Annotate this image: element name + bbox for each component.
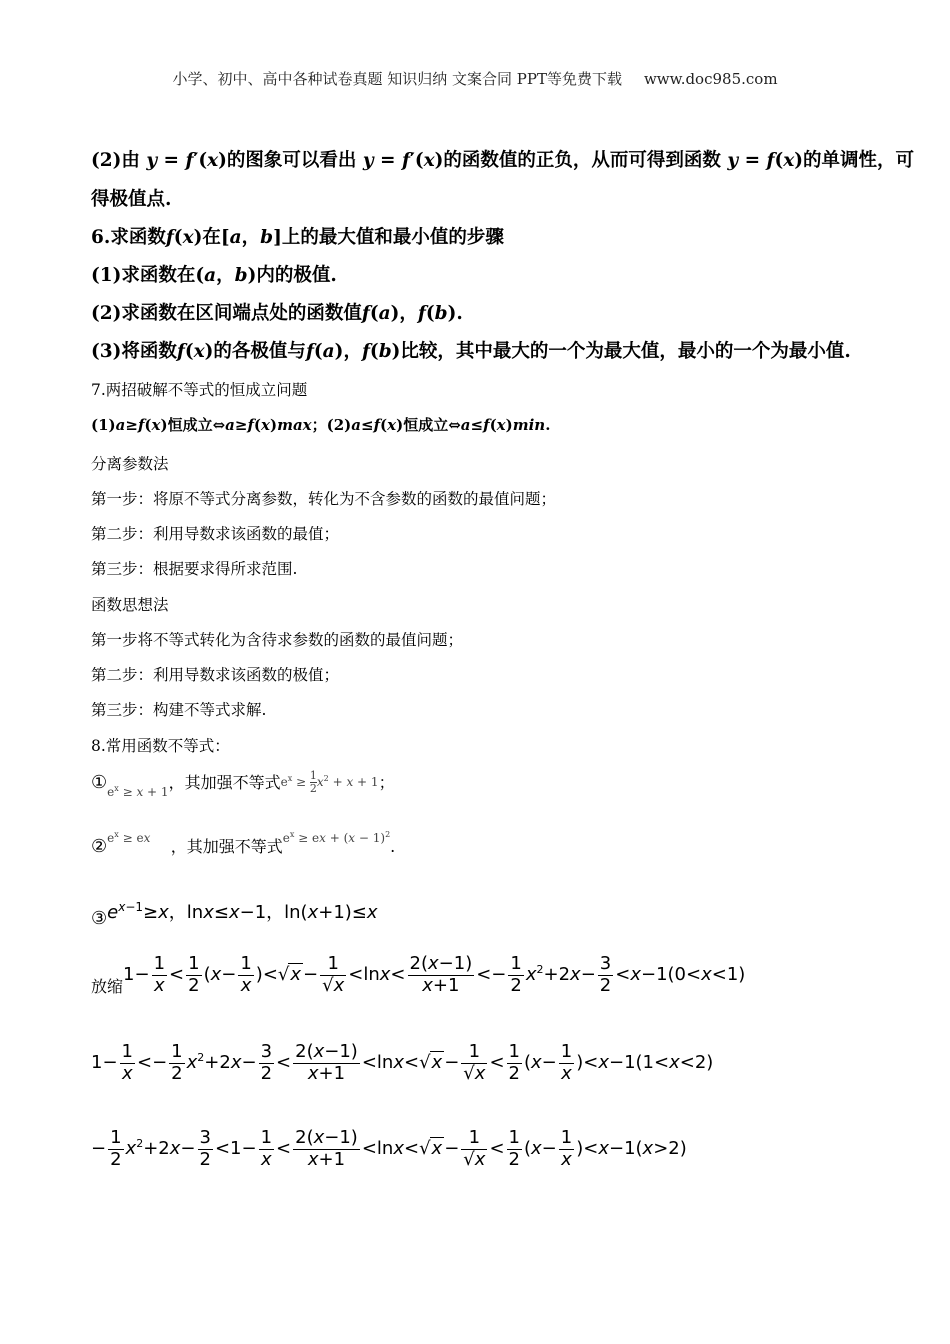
text: ， — [216, 265, 235, 286]
text: ；(2) — [311, 416, 352, 434]
text: (3)将函数 — [91, 341, 177, 362]
header-text: 小学、初中、高中各种试卷真题 知识归纳 文案合同 PPT等免费下载 — [172, 70, 622, 88]
circled-1: ① — [91, 772, 108, 794]
method2-title: 函数思想法 — [91, 596, 169, 614]
text: 的图象可以看出 — [226, 150, 357, 171]
text: ； — [378, 773, 395, 793]
section-6-item3: (3)将函数f(x)的各极值与f(a)，f(b)比较，其中最大的一个为最大值，最小的一个为最小值. — [91, 341, 851, 362]
text: (1)求函数在( — [91, 265, 205, 286]
text: . — [545, 416, 551, 434]
text: (2)由 — [91, 150, 140, 171]
text: . — [390, 837, 396, 856]
circled-3: ③ — [91, 908, 108, 929]
text: (1) — [91, 416, 116, 434]
text: ，其加强不等式 — [170, 837, 283, 856]
text: )内的极值. — [247, 265, 337, 286]
section-2-line2 — [91, 185, 171, 211]
method1-step1: 第一步：将原不等式分离参数，转化为不含参数的函数的最值问题； — [91, 490, 557, 508]
section-2-line1: (2)由 y = f′(x)的图象可以看出 y = f′(x)的函数值的正负，从而可得到函数 y = f(x)的单调性，可 — [91, 150, 915, 171]
text: ， — [343, 341, 362, 362]
method1-step3: 第三步：根据要求得所求范围. — [91, 560, 298, 578]
inequality-2: ②$^{e^x \ge ex}$ ，其加强不等式$^{e^x \ge ex + (x - 1)^2}$. — [91, 830, 396, 857]
method1-step2: 第二步：利用导数求该函数的最值； — [91, 525, 340, 543]
method1-title: 分离参数法 — [91, 455, 169, 473]
text: 的各极值与 — [213, 341, 306, 362]
text: ，其加强不等式 — [168, 773, 281, 793]
text: 的函数值的正负，从而可得到函数 — [443, 150, 721, 171]
section-7-title: 7.两招破解不等式的恒成立问题 — [91, 381, 308, 399]
text: 比较，其中最大的一个为最大值，最小的一个为最小值. — [400, 341, 851, 362]
method2-step2: 第二步：利用导数求该函数的极值； — [91, 666, 340, 684]
text: 6.求函数 — [91, 227, 166, 248]
text: 恒成立⇔ — [403, 416, 461, 434]
section-7-rule: (1)a≥f(x)恒成立⇔a≥f(x)max；(2)a≤f(x)恒成立⇔a≤f(x)min. — [91, 416, 551, 434]
text: ]上的最大值和最小值的步骤 — [273, 227, 504, 248]
section-8-title: 8.常用函数不等式： — [91, 737, 230, 755]
text: (2)求函数在区间端点处的函数值 — [91, 303, 362, 324]
text: ， — [241, 227, 261, 248]
text: . — [456, 303, 463, 324]
chain-1: 放缩1− $\frac{1}{x}$ < $\frac{1}{2}$ (x− $\frac{1}{x}$ )<√x − $\frac{1}{√x}$ <lnx< $\frac{2(x-1)}{x+1}$ <− $\frac{1}{2}$ $x^2+2x-$ $\frac{3}{2}$ <x−1(0<x<1) — [91, 953, 746, 997]
inequality-1: $①_{e^x \ge x + 1}$，其加强不等式$e^x$ ≥ $\frac{1}{2}$ $x^2 + x + 1$； — [91, 769, 395, 800]
circled-2: ② — [91, 836, 108, 857]
method2-step3: 第三步：构建不等式求解. — [91, 701, 267, 719]
text: 在[ — [202, 227, 230, 248]
text: 得极值点. — [91, 189, 172, 210]
section-6-item1: (1)求函数在(a，b)内的极值. — [91, 265, 337, 286]
chain-3: − $\frac{1}{2}$ $x^2+2x-$ $\frac{3}{2}$ <1− $\frac{1}{x}$ < $\frac{2(x-1)}{x+1}$ <lnx<√x − $\frac{1}{√x}$ < $\frac{1}{2}$ (x− $\frac{1}{x}$ )<x−1(x>2) — [91, 1127, 687, 1170]
text: 恒成立⇔ — [167, 416, 226, 434]
page-header — [0, 68, 950, 89]
section-6-item2: (2)求函数在区间端点处的函数值f(a)，f(b). — [91, 303, 463, 324]
text: ， — [399, 303, 418, 324]
inequality-3: $③e^{x-1}\ge x$，lnx≤x−1，ln(x+1)≤x — [91, 900, 378, 929]
header-site: www.doc985.com — [643, 70, 778, 88]
fangsuo-label: 放缩 — [91, 977, 124, 997]
text: 的单调性，可 — [803, 150, 915, 171]
chain-2: 1− $\frac{1}{x}$ <− $\frac{1}{2}$ $x^2+2x-$ $\frac{3}{2}$ < $\frac{2(x-1)}{x+1}$ <lnx<√x − $\frac{1}{√x}$ < $\frac{1}{2}$ (x− $\frac{1}{x}$ )<x−1(1<x<2) — [91, 1041, 714, 1084]
method2-step1: 第一步将不等式转化为含待求参数的函数的最值问题； — [91, 631, 464, 649]
section-6-title: 6.求函数f(x)在[a，b]上的最大值和最小值的步骤 — [91, 227, 504, 248]
